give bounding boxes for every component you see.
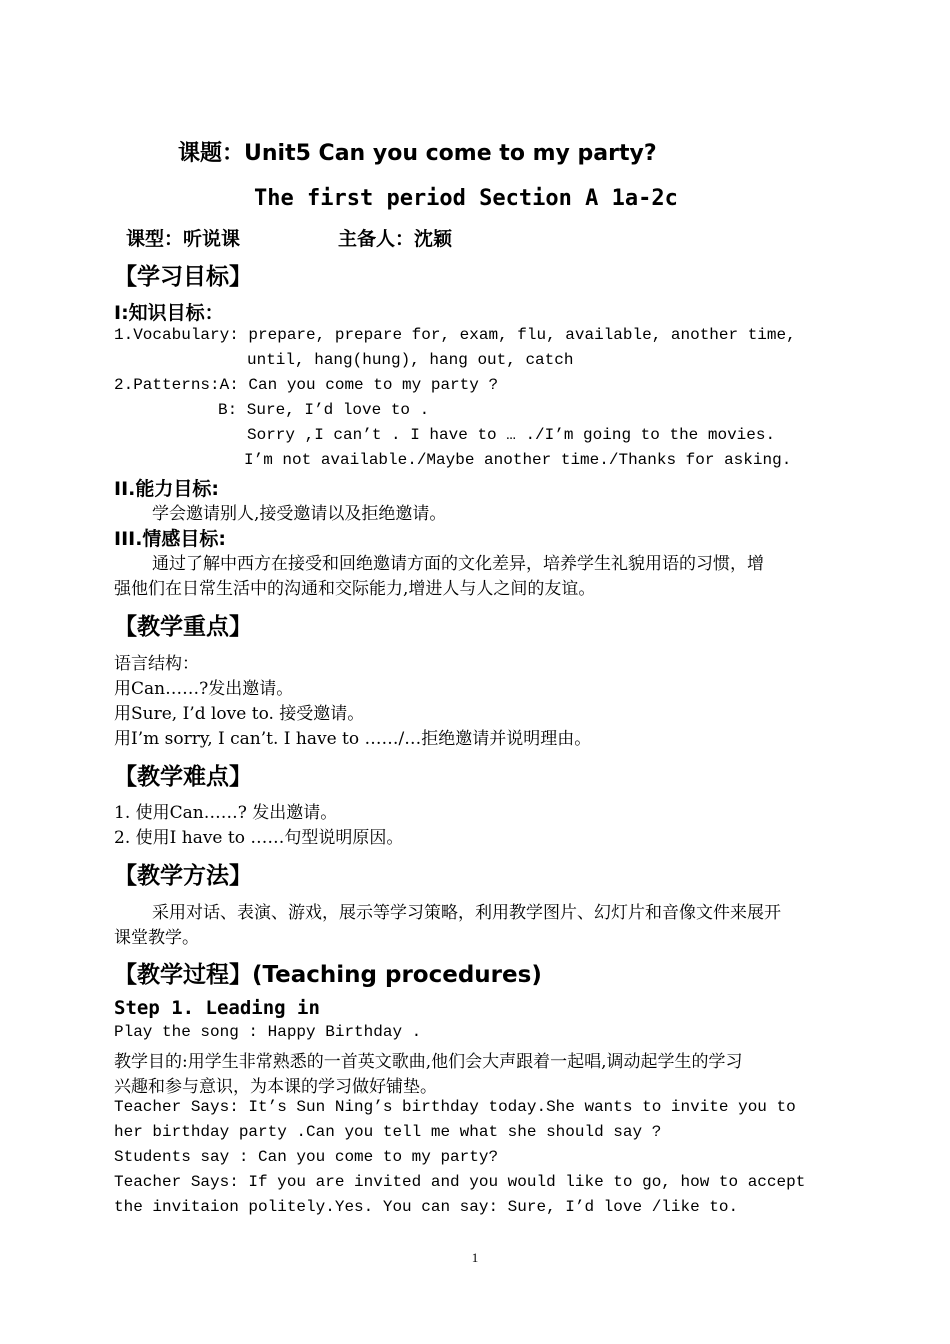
key-point-line: 用I’m sorry, I can’t. I have to ……/…拒绝邀请并说明理由。 [114,729,592,749]
methods-line-1: 采用对话、表演、游戏，展示等学习策略，利用教学图片、幻灯片和音像文件来展开 [152,903,781,923]
goals-heading: 【学习目标】 [114,264,252,290]
key-points-heading: 【教学重点】 [114,614,252,640]
lesson-title: 课题：Unit5 Can you come to my party? [178,141,657,166]
emotion-line-2: 强他们在日常生活中的沟通和交际能力,增进人与人之间的友谊。 [114,579,596,599]
ability-heading: II.能力目标: [114,478,219,500]
teacher-says-line-2b: the invitaion politely.Yes. You can say: Sure, I’d love /like to. [114,1198,739,1216]
teacher-says-line-2a: Teacher Says: If you are invited and you would like to go, how to accept [114,1173,806,1191]
patterns-d: I’m not available./Maybe another time./Thanks for asking. [244,451,792,469]
play-song-line: Play the song : Happy Birthday . [114,1023,422,1041]
vocab-line-2: until, hang(hung), hang out, catch [247,351,574,369]
emotion-heading: III.情感目标: [114,528,227,550]
page-number: 1 [471,1250,479,1265]
emotion-line-1: 通过了解中西方在接受和回绝邀请方面的文化差异，培养学生礼貌用语的习惯，增 [152,554,764,574]
knowledge-heading: I:知识目标： [114,302,224,324]
teacher-says-line-1b: her birthday party .Can you tell me what she should say ? [114,1123,662,1141]
difficulty-line: 1. 使用Can……? 发出邀请。 [114,803,338,823]
ability-text: 学会邀请别人,接受邀请以及拒绝邀请。 [152,504,447,524]
key-point-line: 用Can……?发出邀请。 [114,679,294,699]
purpose-line-1: 教学目的:用学生非常熟悉的一首英文歌曲,他们会大声跟着一起唱,调动起学生的学习 [114,1052,743,1072]
patterns-c: Sorry ,I can’t . I have to … ./I’m going to the movies. [247,426,776,444]
difficulty-line: 2. 使用I have to ……句型说明原因。 [114,828,404,848]
key-point-line: 语言结构： [114,654,199,674]
preparer: 主备人：沈颖 [338,228,453,250]
patterns-a: 2.Patterns:A: Can you come to my party ? [114,376,499,394]
key-point-line: 用Sure, I’d love to. 接受邀请。 [114,704,365,724]
vocab-line-1: 1.Vocabulary: prepare, prepare for, exam, flu, available, another time, [114,326,796,344]
purpose-line-2: 兴趣和参与意识，为本课的学习做好铺垫。 [114,1077,437,1097]
step-1-heading: Step 1. Leading in [114,997,320,1019]
lesson-subtitle: The first period Section A 1a-2c [254,186,678,211]
methods-line-2: 课堂教学。 [114,928,199,948]
course-type: 课型：听说课 [126,228,241,250]
process-heading: 【教学过程】(Teaching procedures) [114,962,542,988]
students-say-line: Students say : Can you come to my party? [114,1148,499,1166]
difficulties-heading: 【教学难点】 [114,764,252,790]
patterns-b: B: Sure, I’d love to . [218,401,430,419]
teacher-says-line-1a: Teacher Says: It’s Sun Ning’s birthday today.She wants to invite you to [114,1098,796,1116]
methods-heading: 【教学方法】 [114,863,252,889]
